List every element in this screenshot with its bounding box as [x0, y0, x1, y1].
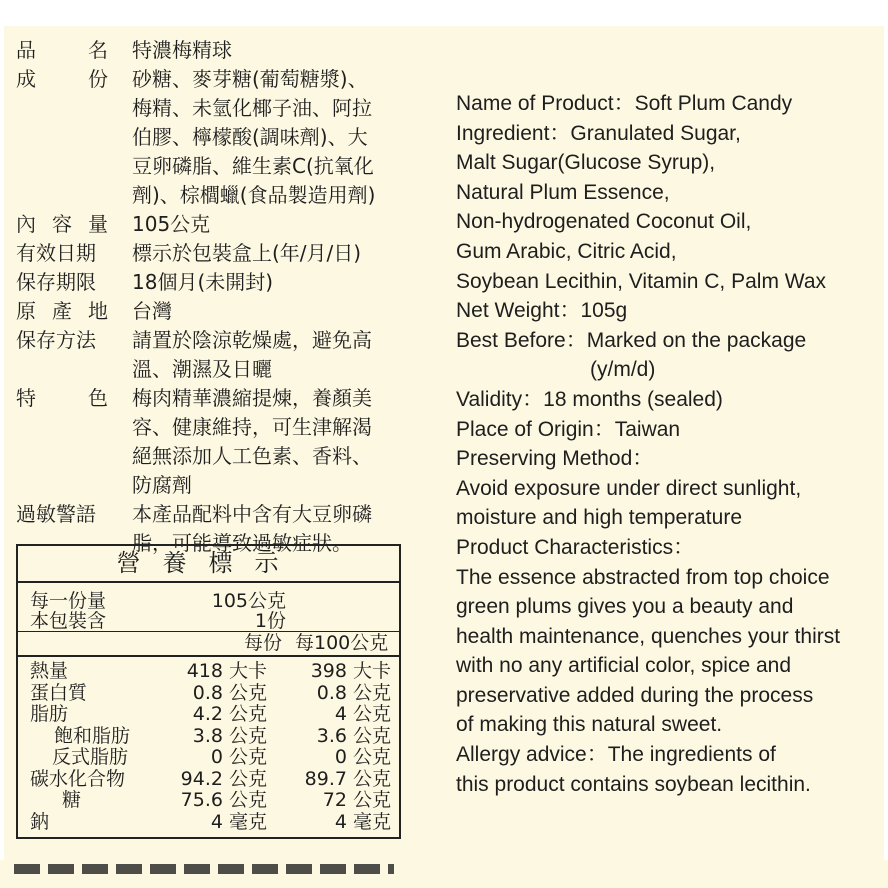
- english-line: The essence abstracted from top choice: [456, 565, 830, 589]
- serving-info: [18, 583, 399, 631]
- spec-value: 105公克: [132, 212, 211, 236]
- nutrient-per-100g: 4 公克: [334, 703, 391, 725]
- spec-value: 本產品配料中含有大豆卵磷 脂，可能導致過敏症狀。: [132, 502, 372, 555]
- english-line: Avoid exposure under direct sunlight,: [456, 476, 802, 500]
- nutrient-per-100g: 398 大卡: [310, 660, 391, 682]
- nutrient-per-serving: 3.8 公克: [192, 724, 267, 747]
- nutrition-row: [18, 683, 399, 705]
- nutrient-per-serving: 0.8 公克: [192, 681, 267, 704]
- spec-value: 標示於包裝盒上(年/月/日): [132, 241, 362, 265]
- nutrient-per-serving: 4 毫克: [210, 810, 267, 833]
- nutrition-row: [18, 726, 399, 748]
- spec-row-net-weight: [16, 210, 416, 239]
- nutrition-row: [18, 704, 399, 726]
- nutrient-name: 糖: [62, 789, 82, 811]
- english-line: green plums gives you a beauty and: [456, 595, 794, 619]
- nutrition-row: [18, 661, 399, 683]
- cropped-heading-decoration: [14, 864, 394, 874]
- spec-row-features: [16, 384, 416, 500]
- english-line: moisture and high temperature: [456, 506, 742, 530]
- english-line: Validity：18 months (sealed): [456, 387, 723, 411]
- spec-row-shelf-life: [16, 268, 416, 297]
- english-line: Natural Plum Essence,: [456, 180, 670, 204]
- nutrient-name: 鈉: [30, 810, 50, 833]
- english-line: Ingredient：Granulated Sugar,: [456, 121, 741, 145]
- english-description: [456, 89, 884, 799]
- english-line: (y/m/d): [590, 358, 656, 382]
- english-line: of making this natural sweet.: [456, 713, 723, 737]
- nutrient-per-serving: 0 公克: [210, 746, 267, 768]
- nutrient-name: 反式脂肪: [52, 746, 129, 768]
- nutrient-per-serving: 4.2 公克: [192, 703, 267, 725]
- servings-value: 1份: [254, 610, 286, 632]
- spec-value: 特濃梅精球: [132, 38, 232, 62]
- spec-value: 梅肉精華濃縮提煉，養顏美 容、健康維持，可生津解渴 絕無添加人工色素、香料、 防腐劑: [132, 386, 372, 497]
- nutrient-per-100g: 0.8 公克: [316, 681, 391, 704]
- nutrient-name: 脂肪: [30, 703, 69, 725]
- english-line: Non-hydrogenated Coconut Oil,: [456, 210, 752, 234]
- col-per-serving: 每份: [244, 632, 283, 654]
- col-per-100g: 每100公克: [295, 632, 389, 654]
- spec-key: 內 容 量: [16, 212, 108, 236]
- nutrient-per-100g: 4 毫克: [334, 810, 391, 833]
- spec-key: 過敏警語: [16, 502, 96, 526]
- nutrient-per-100g: 89.7 公克: [304, 767, 391, 790]
- spec-row-origin: [16, 297, 416, 326]
- spec-key: 保存期限: [16, 270, 96, 294]
- nutrient-name: 熱量: [30, 660, 69, 682]
- nutrient-name: 飽和脂肪: [54, 724, 131, 747]
- nutrient-per-100g: 0 公克: [334, 746, 391, 768]
- spec-key: 原 產 地: [16, 299, 108, 323]
- spec-key: 品 名: [16, 38, 108, 62]
- english-line: health maintenance, quenches your thirst: [456, 624, 841, 648]
- spec-row-ingredients: [16, 65, 416, 210]
- spec-value: 18個月(未開封): [132, 270, 274, 294]
- english-line: Allergy advice：The ingredients of: [456, 743, 776, 767]
- nutrient-per-100g: 3.6 公克: [316, 724, 391, 747]
- serving-size-value: 105公克: [211, 590, 286, 612]
- spec-row-expiry: [16, 239, 416, 268]
- chinese-spec-list: [16, 36, 416, 558]
- english-line: Malt Sugar(Glucose Syrup),: [456, 151, 716, 175]
- nutrition-title: 營養標示: [18, 546, 399, 583]
- nutrient-name: 蛋白質: [30, 681, 88, 704]
- nutrition-facts-table: [16, 544, 401, 839]
- spec-value: 砂糖、麥芽糖(葡萄糖漿)、 梅精、未氫化椰子油、阿拉 伯膠、檸檬酸(調味劑)、大 豆卵磷脂、維生素C(抗氧化 劑)、棕櫚蠟(食品製造用劑): [132, 67, 376, 207]
- serving-size-label: 每一份量: [30, 590, 107, 612]
- english-line: this product contains soybean lecithin.: [456, 772, 811, 796]
- nutrient-per-100g: 72 公克: [322, 789, 391, 811]
- nutrition-row: [18, 790, 399, 812]
- english-line: Place of Origin：Taiwan: [456, 417, 681, 441]
- bottom-strip: [0, 860, 888, 888]
- spec-row-storage: [16, 326, 416, 384]
- spec-key: 成 份: [16, 67, 108, 91]
- nutrient-name: 碳水化合物: [30, 767, 126, 790]
- servings-label: 本包裝含: [30, 610, 107, 632]
- nutrition-rows: [18, 657, 399, 833]
- nutrient-per-serving: 94.2 公克: [180, 767, 267, 790]
- spec-value: 請置於陰涼乾燥處，避免高 溫、潮濕及日曬: [132, 328, 372, 381]
- english-line: with no any artificial color, spice and: [456, 654, 792, 678]
- nutrient-per-serving: 418 大卡: [186, 660, 267, 682]
- english-line: Net Weight：105g: [456, 299, 628, 323]
- nutrient-per-serving: 75.6 公克: [180, 789, 267, 811]
- nutrition-row: [18, 812, 399, 834]
- english-line: Name of Product：Soft Plum Candy: [456, 92, 793, 115]
- spec-value: 台灣: [132, 299, 172, 323]
- nutrition-column-headers: [18, 631, 399, 657]
- spec-key: 有效日期: [16, 241, 96, 265]
- nutrition-row: [18, 747, 399, 769]
- english-line: Gum Arabic, Citric Acid,: [456, 239, 677, 263]
- spec-key: 特 色: [16, 386, 108, 410]
- english-line: preservative added during the process: [456, 683, 814, 707]
- english-line: Soybean Lecithin, Vitamin C, Palm Wax: [456, 269, 827, 293]
- english-line: Product Characteristics：: [456, 535, 695, 559]
- english-line: Best Before：Marked on the package: [456, 328, 807, 352]
- spec-row-name: [16, 36, 416, 65]
- nutrition-row: [18, 769, 399, 791]
- english-line: Preserving Method：: [456, 447, 654, 471]
- spec-key: 保存方法: [16, 328, 96, 352]
